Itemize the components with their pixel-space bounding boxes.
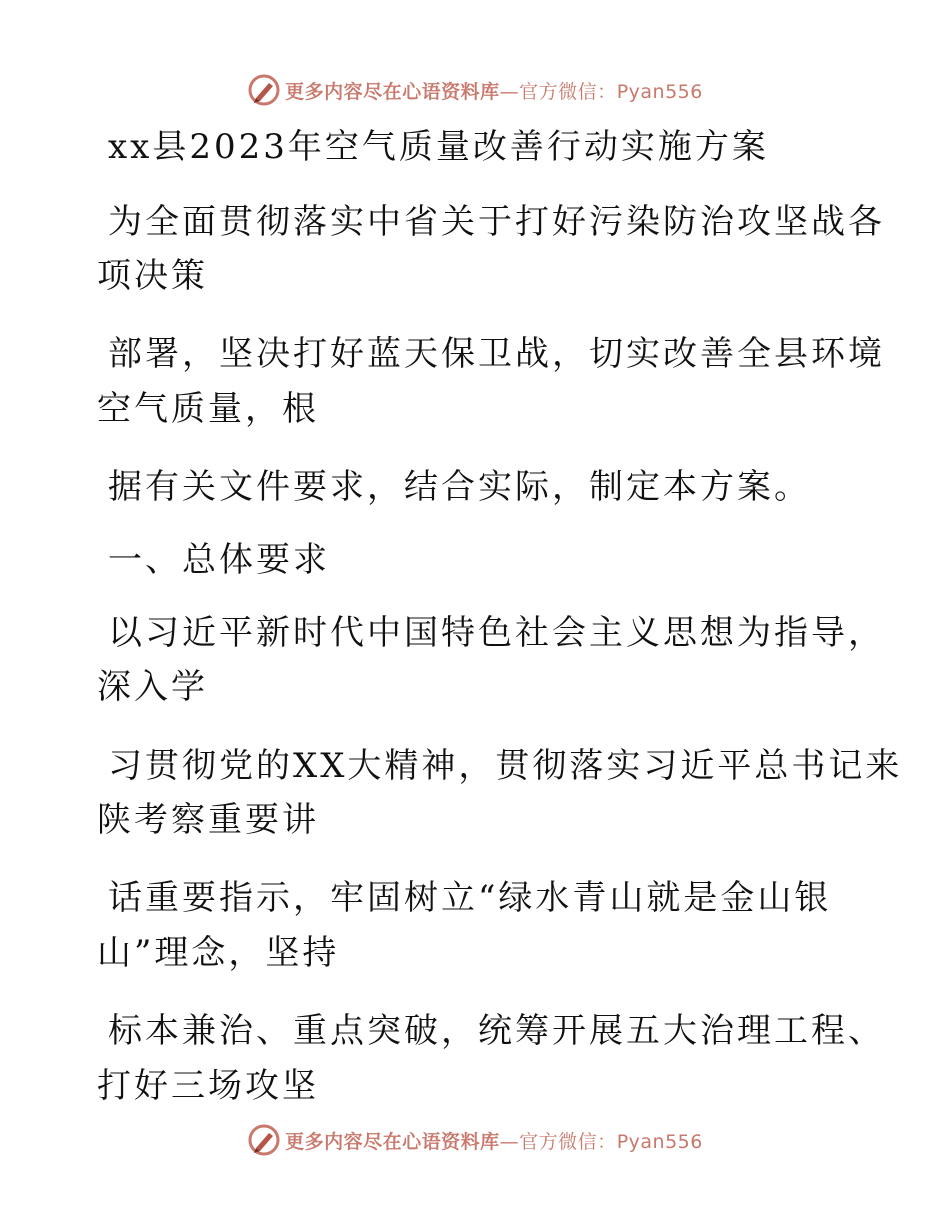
watermark-text: [285, 77, 703, 104]
paragraph-line: 话重要指示，牢固树立“绿水青山就是金山银: [108, 878, 832, 918]
paragraph-line: 习贯彻党的XX大精神，贯彻落实习近平总书记来: [108, 746, 903, 786]
watermark-main: 更多内容尽在心语资料库: [285, 1130, 500, 1153]
paragraph-line: 为全面贯彻落实中省关于打好污染防治攻坚战各: [108, 202, 885, 242]
footer-watermark: [0, 1120, 950, 1160]
paragraph-line: 据有关文件要求，结合实际，制定本方案。: [108, 467, 811, 507]
document-title: xx县2023年空气质量改善行动实施方案: [108, 127, 769, 167]
paragraph-line: 空气质量，根: [97, 389, 319, 429]
paragraph-line: 以习近平新时代中国特色社会主义思想为指导，: [108, 613, 885, 653]
watermark-dash: —: [499, 1130, 520, 1153]
pen-logo-icon: [247, 73, 281, 107]
header-watermark: [0, 70, 950, 110]
paragraph-line: 标本兼治、重点突破，统筹开展五大治理工程、: [108, 1011, 885, 1051]
paragraph-line: 部署，坚决打好蓝天保卫战，切实改善全县环境: [108, 334, 885, 374]
paragraph-line: 深入学: [97, 667, 208, 707]
watermark-wechat-id: Pyan556: [616, 1130, 703, 1153]
watermark-main: 更多内容尽在心语资料库: [285, 80, 500, 103]
pen-logo-icon: [247, 1123, 281, 1157]
paragraph-line: 项决策: [97, 256, 208, 296]
watermark-text: [285, 1127, 703, 1154]
watermark-wechat-id: Pyan556: [616, 80, 703, 103]
paragraph-line: 陕考察重要讲: [97, 800, 319, 840]
watermark-wechat-label: 官方微信：: [519, 80, 617, 103]
paragraph-line: 山”理念，坚持: [97, 933, 340, 973]
section-heading: 一、总体要求: [108, 540, 330, 580]
paragraph-line: 打好三场攻坚: [97, 1066, 319, 1106]
watermark-dash: —: [499, 80, 520, 103]
watermark-wechat-label: 官方微信：: [519, 1130, 617, 1153]
